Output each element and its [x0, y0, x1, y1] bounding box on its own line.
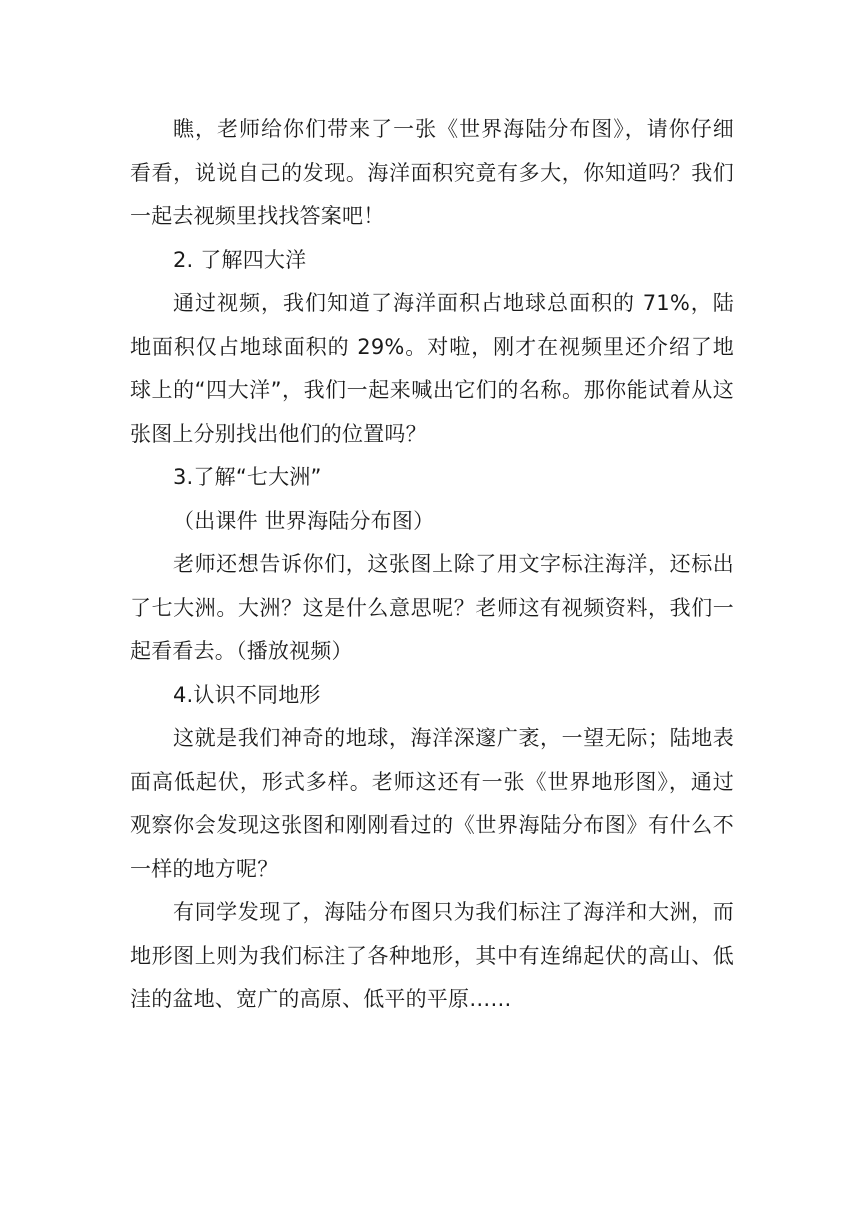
- paragraph-continents: 老师还想告诉你们，这张图上除了用文字标注海洋，还标出了七大洲。大洲？这是什么意思呢？老师这有视频资料，我们一起看看去。（播放视频）: [130, 552, 734, 663]
- heading-four-oceans: 2. 了解四大洋: [173, 247, 307, 272]
- paragraph-terrain-types: 有同学发现了，海陆分布图只为我们标注了海洋和大洲，而地形图上则为我们标注了各种地形，其中有连绵起伏的高山、低洼的盆地、宽广的高原、低平的平原……: [130, 900, 734, 1011]
- paragraph-intro: 瞧，老师给你们带来了一张《世界海陆分布图》，请你仔细看看，说说自己的发现。海洋面积究竟有多大，你知道吗？我们一起去视频里找找答案吧！: [130, 117, 734, 228]
- heading-seven-continents: 3.了解“七大洲”: [173, 465, 322, 489]
- paragraph-courseware-note: （出课件 世界海陆分布图）: [173, 508, 435, 533]
- document-body: [130, 108, 734, 1022]
- paragraph-ocean-area: 通过视频，我们知道了海洋面积占地球总面积的 71%，陆地面积仅占地球面积的 29%。对啦，刚才在视频里还介绍了地球上的“四大洋”，我们一起来喊出它们的名称。那你能试着从这张图上分别找出他们的位置吗？: [130, 291, 734, 446]
- heading-terrain: 4.认识不同地形: [173, 682, 321, 707]
- paragraph-terrain-map: 这就是我们神奇的地球，海洋深邃广袤，一望无际；陆地表面高低起伏，形式多样。老师这还有一张《世界地形图》，通过观察你会发现这张图和刚刚看过的《世界海陆分布图》有什么不一样的地方呢？: [130, 726, 734, 881]
